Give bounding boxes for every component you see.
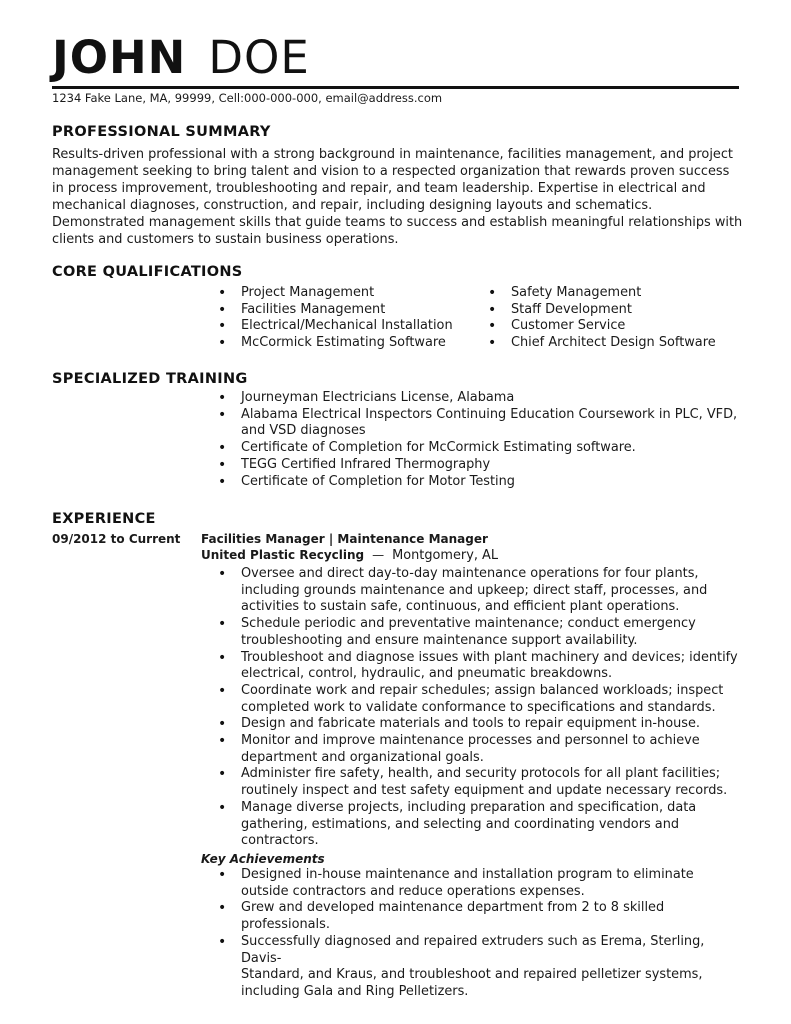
job-duties-list (241, 566, 746, 850)
summary-text: Results-driven professional with a strong background in maintenance, facilities management, and project management seeking to bring talent and vision to a respected organization that rewards proven success in process improvement, troubleshooting and repair, and team leadership. Expertise in electrical and mechanical diagnoses, construction, and repair, including designing layouts and schematics. Demonstrated management skills that guide teams to success and establish meaningful relationships with clients and customers to sustain business operations. (52, 147, 743, 247)
job-title: Facilities Manager | Maintenance Manager (201, 532, 488, 546)
first-name: JOHN (52, 31, 187, 84)
list-item: • Customer Service (511, 318, 741, 335)
list-item: • Staff Development (511, 302, 741, 319)
list-item: • Manage diverse projects, including preparation and specification, data gathering, estimations, and selecting and coordinating vendors and contractors. (241, 800, 746, 850)
separator-dash: — (372, 548, 385, 562)
list-item: • Project Management (241, 285, 476, 302)
header-divider (52, 86, 739, 89)
list-item: • Design and fabricate materials and tools to repair equipment in-house. (241, 716, 746, 733)
list-item: • Facilities Management (241, 302, 476, 319)
candidate-name (52, 28, 310, 88)
summary-heading: PROFESSIONAL SUMMARY (52, 124, 271, 140)
training-list (241, 390, 741, 490)
qualifications-right-list (511, 285, 741, 352)
list-item: • Monitor and improve maintenance processes and personnel to achieve department and organizational goals. (241, 733, 746, 766)
list-item: • Designed in-house maintenance and installation program to eliminate outside contractors and reduce operations expenses. (241, 867, 746, 900)
list-item: • Chief Architect Design Software (511, 335, 741, 352)
list-item: • Journeyman Electricians License, Alabama (241, 390, 741, 407)
list-item: • Electrical/Mechanical Installation (241, 318, 476, 335)
training-heading: SPECIALIZED TRAINING (52, 371, 248, 387)
list-item: • Coordinate work and repair schedules; assign balanced workloads; inspect completed work to validate conformance to specifications and standards. (241, 683, 746, 716)
achievements-list (241, 867, 746, 1001)
last-name: DOE (208, 31, 310, 84)
list-item: • TEGG Certified Infrared Thermography (241, 457, 741, 474)
qualifications-left-list (241, 285, 476, 352)
list-item: • Certificate of Completion for McCormick Estimating software. (241, 440, 741, 457)
list-item: • Grew and developed maintenance department from 2 to 8 skilled professionals. (241, 900, 746, 933)
list-item: • Successfully diagnosed and repaired extruders such as Erema, Sterling, Davis- Standard, and Kraus, and troubleshoot and repaired pelletizer systems, including Gala and Ring Pelletizers. (241, 934, 746, 1001)
list-item: • Schedule periodic and preventative maintenance; conduct emergency troubleshooting and ensure maintenance support availability. (241, 616, 746, 649)
list-item: • Administer fire safety, health, and security protocols for all plant facilities; routinely inspect and test safety equipment and update necessary records. (241, 766, 746, 799)
list-item: • Troubleshoot and diagnose issues with plant machinery and devices; identify electrical, control, hydraulic, and pneumatic breakdowns. (241, 650, 746, 683)
key-achievements-heading: Key Achievements (201, 852, 325, 866)
list-item: • McCormick Estimating Software (241, 335, 476, 352)
job-dates: 09/2012 to Current (52, 532, 181, 546)
company-name: United Plastic Recycling (201, 548, 365, 562)
list-item: • Safety Management (511, 285, 741, 302)
list-item: • Alabama Electrical Inspectors Continuing Education Coursework in PLC, VFD, and VSD diagnoses (241, 407, 741, 440)
contact-info: 1234 Fake Lane, MA, 99999, Cell:000-000-000, email@address.com (52, 91, 443, 105)
experience-heading: EXPERIENCE (52, 511, 156, 527)
employer-line (201, 547, 498, 564)
job-location: Montgomery, AL (392, 548, 499, 563)
list-item: • Certificate of Completion for Motor Testing (241, 474, 741, 491)
list-item: • Oversee and direct day-to-day maintenance operations for four plants, including grounds maintenance and upkeep; direct staff, processes, and activities to sustain safe, continuous, and efficient plant operations. (241, 566, 746, 616)
qualifications-heading: CORE QUALIFICATIONS (52, 264, 243, 280)
